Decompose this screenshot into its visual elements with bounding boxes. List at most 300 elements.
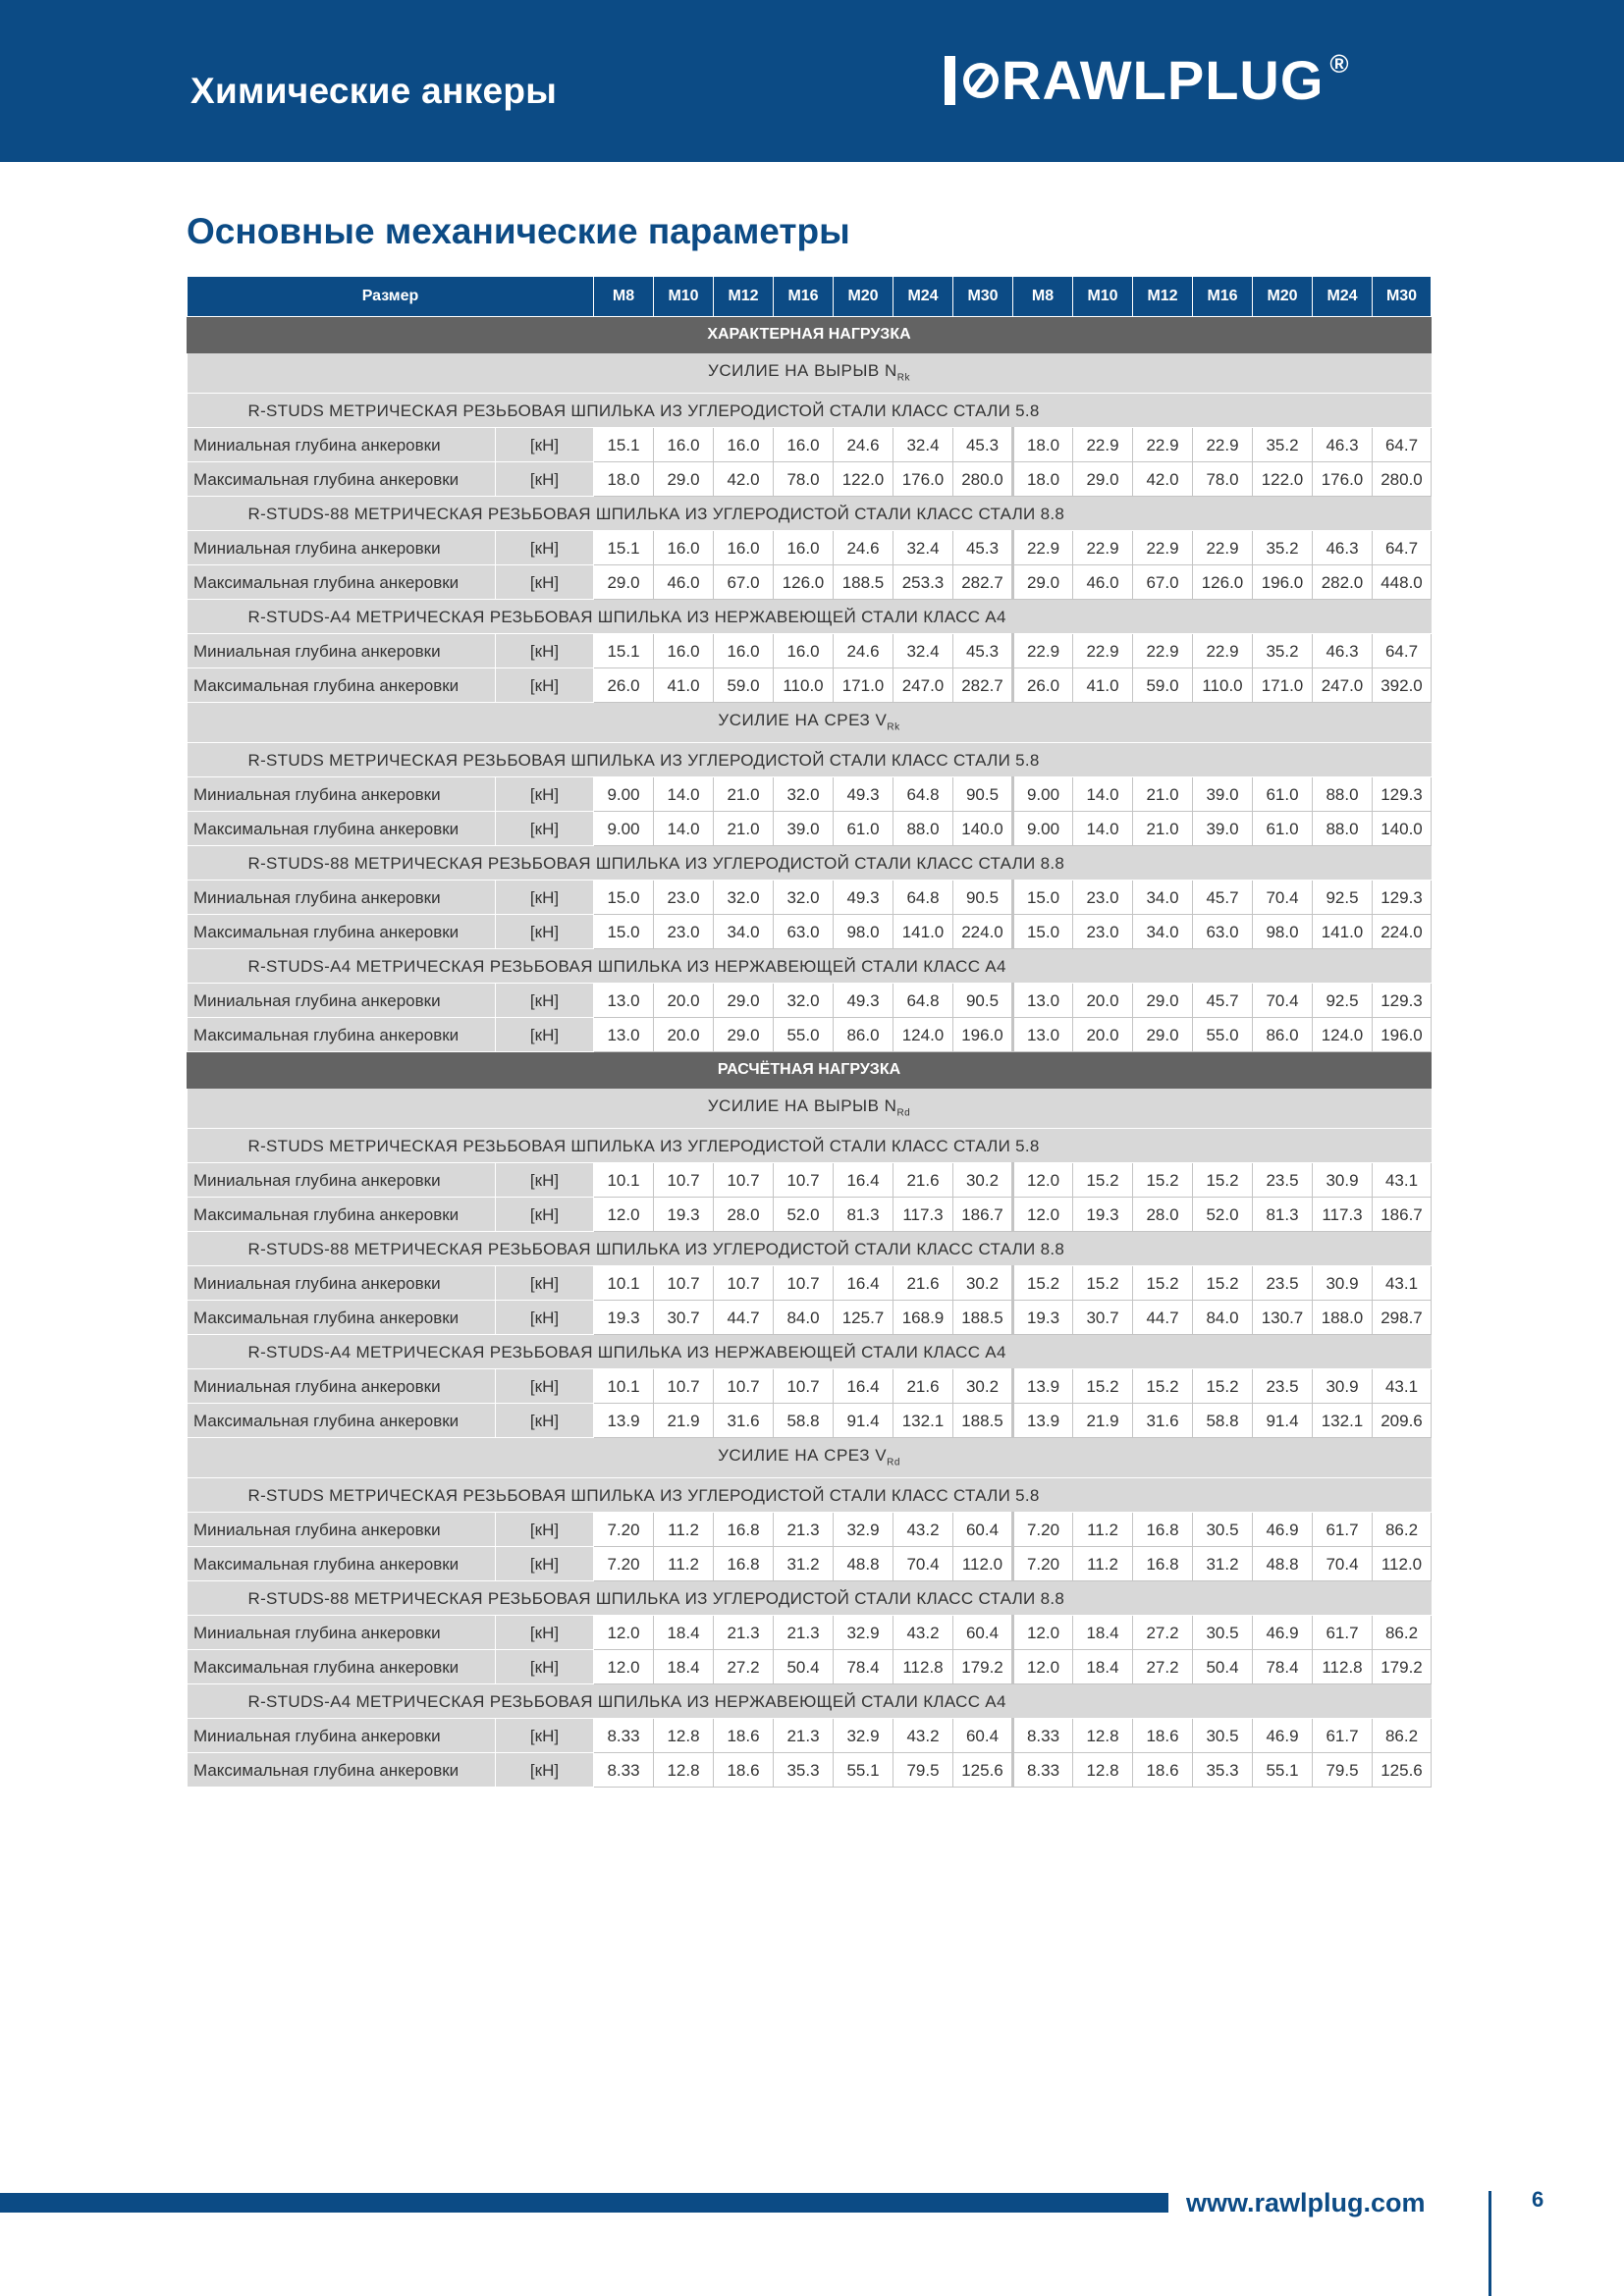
- value-cell: 27.2: [714, 1650, 774, 1684]
- unit-cell: [кН]: [496, 984, 594, 1018]
- value-cell: 16.4: [834, 1369, 893, 1404]
- size-column-header: M16: [1193, 277, 1253, 317]
- value-cell: 31.6: [714, 1404, 774, 1438]
- value-cell: 30.9: [1313, 1266, 1373, 1301]
- row-label: Миниальная глубина анкеровки: [188, 777, 496, 812]
- value-cell: 23.0: [654, 915, 714, 949]
- value-cell: 196.0: [1373, 1018, 1432, 1052]
- value-cell: 32.9: [834, 1616, 893, 1650]
- size-header: Размер: [188, 277, 594, 317]
- value-cell: 78.4: [834, 1650, 893, 1684]
- value-cell: 16.0: [714, 428, 774, 462]
- table-row: [188, 1650, 1432, 1684]
- value-cell: 8.33: [1013, 1753, 1073, 1788]
- value-cell: 16.8: [714, 1547, 774, 1581]
- value-cell: 30.9: [1313, 1163, 1373, 1198]
- value-cell: 30.2: [953, 1369, 1013, 1404]
- product-row: [188, 1232, 1432, 1266]
- value-cell: 20.0: [1073, 984, 1133, 1018]
- value-cell: 58.8: [774, 1404, 834, 1438]
- value-cell: 16.4: [834, 1266, 893, 1301]
- value-cell: 22.9: [1133, 531, 1193, 565]
- size-column-header: M30: [953, 277, 1013, 317]
- value-cell: 19.3: [594, 1301, 654, 1335]
- value-cell: 117.3: [893, 1198, 953, 1232]
- value-cell: 61.7: [1313, 1513, 1373, 1547]
- row-label: Миниальная глубина анкеровки: [188, 1163, 496, 1198]
- load-type-cell: [188, 1089, 1432, 1129]
- value-cell: 24.6: [834, 428, 893, 462]
- value-cell: 12.8: [1073, 1753, 1133, 1788]
- row-label: Миниальная глубина анкеровки: [188, 634, 496, 668]
- value-cell: 91.4: [834, 1404, 893, 1438]
- value-cell: 32.0: [774, 984, 834, 1018]
- size-column-header: M10: [1073, 277, 1133, 317]
- value-cell: 84.0: [774, 1301, 834, 1335]
- value-cell: 31.2: [774, 1547, 834, 1581]
- row-label: Миниальная глубина анкеровки: [188, 428, 496, 462]
- value-cell: 31.6: [1133, 1404, 1193, 1438]
- value-cell: 21.3: [774, 1719, 834, 1753]
- footer-divider: [1489, 2191, 1491, 2296]
- value-cell: 15.1: [594, 531, 654, 565]
- value-cell: 10.7: [774, 1266, 834, 1301]
- value-cell: 27.2: [1133, 1616, 1193, 1650]
- product-row: [188, 949, 1432, 984]
- value-cell: 15.2: [1193, 1266, 1253, 1301]
- value-cell: 15.1: [594, 428, 654, 462]
- size-column-header: M20: [834, 277, 893, 317]
- value-cell: 16.0: [774, 531, 834, 565]
- value-cell: 14.0: [1073, 812, 1133, 846]
- value-cell: 90.5: [953, 777, 1013, 812]
- value-cell: 13.9: [594, 1404, 654, 1438]
- value-cell: 15.2: [1193, 1369, 1253, 1404]
- value-cell: 132.1: [893, 1404, 953, 1438]
- value-cell: 55.1: [834, 1753, 893, 1788]
- unit-cell: [кН]: [496, 1301, 594, 1335]
- value-cell: 16.0: [714, 531, 774, 565]
- unit-cell: [кН]: [496, 1018, 594, 1052]
- value-cell: 12.8: [1073, 1719, 1133, 1753]
- row-label: Максимальная глубина анкеровки: [188, 1018, 496, 1052]
- value-cell: 43.1: [1373, 1163, 1432, 1198]
- value-cell: 10.7: [654, 1163, 714, 1198]
- product-name: R-STUDS МЕТРИЧЕСКАЯ РЕЗЬБОВАЯ ШПИЛЬКА ИЗ УГЛЕРОДИСТОЙ СТАЛИ КЛАСС СТАЛИ 5.8: [188, 1129, 1432, 1163]
- size-column-header: M8: [594, 277, 654, 317]
- value-cell: 63.0: [1193, 915, 1253, 949]
- product-name: R-STUDS-A4 МЕТРИЧЕСКАЯ РЕЗЬБОВАЯ ШПИЛЬКА ИЗ НЕРЖАВЕЮЩЕЙ СТАЛИ КЛАСС А4: [188, 600, 1432, 634]
- value-cell: 224.0: [953, 915, 1013, 949]
- value-cell: 12.0: [1013, 1198, 1073, 1232]
- row-label: Миниальная глубина анкеровки: [188, 984, 496, 1018]
- value-cell: 13.0: [594, 984, 654, 1018]
- value-cell: 15.0: [1013, 915, 1073, 949]
- value-cell: 10.7: [714, 1163, 774, 1198]
- product-name: R-STUDS МЕТРИЧЕСКАЯ РЕЗЬБОВАЯ ШПИЛЬКА ИЗ УГЛЕРОДИСТОЙ СТАЛИ КЛАСС СТАЛИ 5.8: [188, 394, 1432, 428]
- value-cell: 23.0: [654, 881, 714, 915]
- value-cell: 30.5: [1193, 1616, 1253, 1650]
- value-cell: 29.0: [1013, 565, 1073, 600]
- value-cell: 30.5: [1193, 1513, 1253, 1547]
- value-cell: 22.9: [1193, 531, 1253, 565]
- value-cell: 12.0: [594, 1616, 654, 1650]
- value-cell: 63.0: [774, 915, 834, 949]
- value-cell: 15.2: [1073, 1369, 1133, 1404]
- value-cell: 282.7: [953, 668, 1013, 703]
- value-cell: 20.0: [654, 984, 714, 1018]
- load-type-subscript: Rk: [887, 721, 900, 733]
- value-cell: 44.7: [1133, 1301, 1193, 1335]
- value-cell: 10.7: [654, 1266, 714, 1301]
- value-cell: 61.0: [1253, 777, 1313, 812]
- product-name: R-STUDS-88 МЕТРИЧЕСКАЯ РЕЗЬБОВАЯ ШПИЛЬКА ИЗ УГЛЕРОДИСТОЙ СТАЛИ КЛАСС СТАЛИ 8.8: [188, 846, 1432, 881]
- value-cell: 86.0: [834, 1018, 893, 1052]
- value-cell: 67.0: [714, 565, 774, 600]
- value-cell: 21.6: [893, 1266, 953, 1301]
- value-cell: 78.4: [1253, 1650, 1313, 1684]
- value-cell: 11.2: [654, 1547, 714, 1581]
- value-cell: 16.0: [714, 634, 774, 668]
- value-cell: 49.3: [834, 984, 893, 1018]
- value-cell: 18.6: [1133, 1753, 1193, 1788]
- section-title: РАСЧЁТНАЯ НАГРУЗКА: [188, 1052, 1432, 1089]
- value-cell: 9.00: [594, 777, 654, 812]
- value-cell: 16.0: [654, 531, 714, 565]
- value-cell: 298.7: [1373, 1301, 1432, 1335]
- unit-cell: [кН]: [496, 915, 594, 949]
- load-type-cell: [188, 353, 1432, 394]
- product-name: R-STUDS-88 МЕТРИЧЕСКАЯ РЕЗЬБОВАЯ ШПИЛЬКА ИЗ УГЛЕРОДИСТОЙ СТАЛИ КЛАСС СТАЛИ 8.8: [188, 1232, 1432, 1266]
- value-cell: 52.0: [774, 1198, 834, 1232]
- value-cell: 15.0: [594, 915, 654, 949]
- value-cell: 30.5: [1193, 1719, 1253, 1753]
- value-cell: 124.0: [1313, 1018, 1373, 1052]
- value-cell: 22.9: [1073, 428, 1133, 462]
- value-cell: 21.9: [654, 1404, 714, 1438]
- value-cell: 88.0: [1313, 777, 1373, 812]
- value-cell: 196.0: [1253, 565, 1313, 600]
- value-cell: 46.0: [654, 565, 714, 600]
- load-type-subscript: Rk: [896, 372, 910, 384]
- value-cell: 92.5: [1313, 984, 1373, 1018]
- value-cell: 20.0: [1073, 1018, 1133, 1052]
- value-cell: 15.0: [1013, 881, 1073, 915]
- value-cell: 35.3: [774, 1753, 834, 1788]
- value-cell: 61.0: [834, 812, 893, 846]
- value-cell: 21.6: [893, 1163, 953, 1198]
- value-cell: 15.2: [1073, 1163, 1133, 1198]
- value-cell: 32.4: [893, 428, 953, 462]
- footer-website-link[interactable]: www.rawlplug.com: [1186, 2188, 1426, 2217]
- value-cell: 10.7: [774, 1369, 834, 1404]
- value-cell: 64.8: [893, 777, 953, 812]
- table-row: [188, 1198, 1432, 1232]
- load-type-label: УСИЛИЕ НА СРЕЗ V: [718, 711, 888, 730]
- unit-cell: [кН]: [496, 1650, 594, 1684]
- product-row: [188, 1335, 1432, 1369]
- value-cell: 15.1: [594, 634, 654, 668]
- row-label: Максимальная глубина анкеровки: [188, 462, 496, 497]
- value-cell: 176.0: [1313, 462, 1373, 497]
- table-row: [188, 668, 1432, 703]
- value-cell: 42.0: [1133, 462, 1193, 497]
- value-cell: 29.0: [1133, 984, 1193, 1018]
- product-name: R-STUDS-A4 МЕТРИЧЕСКАЯ РЕЗЬБОВАЯ ШПИЛЬКА ИЗ НЕРЖАВЕЮЩЕЙ СТАЛИ КЛАСС А4: [188, 1335, 1432, 1369]
- value-cell: 22.9: [1133, 428, 1193, 462]
- value-cell: 16.8: [714, 1513, 774, 1547]
- value-cell: 209.6: [1373, 1404, 1432, 1438]
- value-cell: 61.0: [1253, 812, 1313, 846]
- value-cell: 179.2: [953, 1650, 1013, 1684]
- value-cell: 22.9: [1073, 634, 1133, 668]
- table-row: [188, 1547, 1432, 1581]
- value-cell: 21.9: [1073, 1404, 1133, 1438]
- product-name: R-STUDS-A4 МЕТРИЧЕСКАЯ РЕЗЬБОВАЯ ШПИЛЬКА ИЗ НЕРЖАВЕЮЩЕЙ СТАЛИ КЛАСС А4: [188, 949, 1432, 984]
- load-type-label: УСИЛИЕ НА СРЕЗ V: [718, 1446, 888, 1466]
- value-cell: 20.0: [654, 1018, 714, 1052]
- table-row: [188, 915, 1432, 949]
- value-cell: 10.7: [714, 1266, 774, 1301]
- value-cell: 12.0: [1013, 1616, 1073, 1650]
- value-cell: 8.33: [1013, 1719, 1073, 1753]
- value-cell: 43.1: [1373, 1369, 1432, 1404]
- row-label: Миниальная глубина анкеровки: [188, 1266, 496, 1301]
- unit-cell: [кН]: [496, 1616, 594, 1650]
- product-row: [188, 497, 1432, 531]
- value-cell: 188.5: [953, 1301, 1013, 1335]
- load-type-cell: [188, 1438, 1432, 1478]
- value-cell: 32.0: [714, 881, 774, 915]
- value-cell: 29.0: [714, 984, 774, 1018]
- page-header: [0, 0, 1624, 162]
- rawlplug-logo-icon: [945, 54, 1000, 107]
- value-cell: 282.7: [953, 565, 1013, 600]
- value-cell: 81.3: [1253, 1198, 1313, 1232]
- value-cell: 32.9: [834, 1513, 893, 1547]
- value-cell: 46.0: [1073, 565, 1133, 600]
- value-cell: 18.0: [1013, 428, 1073, 462]
- section-title: ХАРАКТЕРНАЯ НАГРУЗКА: [188, 317, 1432, 353]
- value-cell: 171.0: [834, 668, 893, 703]
- value-cell: 45.3: [953, 428, 1013, 462]
- value-cell: 32.4: [893, 634, 953, 668]
- value-cell: 90.5: [953, 881, 1013, 915]
- table-row: [188, 531, 1432, 565]
- value-cell: 9.00: [1013, 777, 1073, 812]
- value-cell: 29.0: [1133, 1018, 1193, 1052]
- value-cell: 46.3: [1313, 634, 1373, 668]
- value-cell: 122.0: [834, 462, 893, 497]
- value-cell: 132.1: [1313, 1404, 1373, 1438]
- value-cell: 15.2: [1133, 1163, 1193, 1198]
- value-cell: 30.7: [654, 1301, 714, 1335]
- value-cell: 21.0: [1133, 777, 1193, 812]
- product-name: R-STUDS МЕТРИЧЕСКАЯ РЕЗЬБОВАЯ ШПИЛЬКА ИЗ УГЛЕРОДИСТОЙ СТАЛИ КЛАСС СТАЛИ 5.8: [188, 1478, 1432, 1513]
- value-cell: 126.0: [1193, 565, 1253, 600]
- load-type-cell: [188, 703, 1432, 743]
- size-column-header: M12: [1133, 277, 1193, 317]
- value-cell: 22.9: [1133, 634, 1193, 668]
- value-cell: 98.0: [1253, 915, 1313, 949]
- value-cell: 90.5: [953, 984, 1013, 1018]
- header-title: Химические анкеры: [190, 71, 558, 111]
- value-cell: 30.2: [953, 1266, 1013, 1301]
- value-cell: 24.6: [834, 531, 893, 565]
- value-cell: 13.9: [1013, 1404, 1073, 1438]
- section-header-row: [188, 1052, 1432, 1089]
- value-cell: 61.7: [1313, 1616, 1373, 1650]
- row-label: Максимальная глубина анкеровки: [188, 1547, 496, 1581]
- product-name: R-STUDS-A4 МЕТРИЧЕСКАЯ РЕЗЬБОВАЯ ШПИЛЬКА ИЗ НЕРЖАВЕЮЩЕЙ СТАЛИ КЛАСС А4: [188, 1684, 1432, 1719]
- product-row: [188, 1581, 1432, 1616]
- value-cell: 21.6: [893, 1369, 953, 1404]
- value-cell: 253.3: [893, 565, 953, 600]
- table-row: [188, 1018, 1432, 1052]
- value-cell: 60.4: [953, 1616, 1013, 1650]
- value-cell: 61.7: [1313, 1719, 1373, 1753]
- value-cell: 124.0: [893, 1018, 953, 1052]
- row-label: Максимальная глубина анкеровки: [188, 1198, 496, 1232]
- registered-mark: ®: [1329, 49, 1349, 79]
- unit-cell: [кН]: [496, 777, 594, 812]
- value-cell: 50.4: [774, 1650, 834, 1684]
- value-cell: 18.4: [1073, 1616, 1133, 1650]
- value-cell: 21.3: [774, 1616, 834, 1650]
- value-cell: 23.5: [1253, 1266, 1313, 1301]
- value-cell: 12.0: [594, 1650, 654, 1684]
- unit-cell: [кН]: [496, 565, 594, 600]
- load-type-row: [188, 353, 1432, 394]
- value-cell: 23.0: [1073, 881, 1133, 915]
- value-cell: 35.2: [1253, 428, 1313, 462]
- value-cell: 28.0: [714, 1198, 774, 1232]
- size-column-header: M30: [1373, 277, 1432, 317]
- table-row: [188, 1266, 1432, 1301]
- value-cell: 32.9: [834, 1719, 893, 1753]
- value-cell: 9.00: [1013, 812, 1073, 846]
- load-type-row: [188, 1089, 1432, 1129]
- value-cell: 48.8: [1253, 1547, 1313, 1581]
- unit-cell: [кН]: [496, 881, 594, 915]
- value-cell: 46.9: [1253, 1513, 1313, 1547]
- unit-cell: [кН]: [496, 812, 594, 846]
- value-cell: 13.0: [1013, 984, 1073, 1018]
- value-cell: 30.7: [1073, 1301, 1133, 1335]
- row-label: Миниальная глубина анкеровки: [188, 1369, 496, 1404]
- unit-cell: [кН]: [496, 1547, 594, 1581]
- product-row: [188, 394, 1432, 428]
- value-cell: 16.8: [1133, 1513, 1193, 1547]
- product-name: R-STUDS-88 МЕТРИЧЕСКАЯ РЕЗЬБОВАЯ ШПИЛЬКА ИЗ УГЛЕРОДИСТОЙ СТАЛИ КЛАСС СТАЛИ 8.8: [188, 497, 1432, 531]
- load-type-subscript: Rd: [887, 1457, 900, 1468]
- value-cell: 43.2: [893, 1616, 953, 1650]
- value-cell: 14.0: [654, 812, 714, 846]
- value-cell: 78.0: [774, 462, 834, 497]
- value-cell: 110.0: [774, 668, 834, 703]
- value-cell: 86.2: [1373, 1513, 1432, 1547]
- table-row: [188, 1301, 1432, 1335]
- value-cell: 64.7: [1373, 634, 1432, 668]
- value-cell: 39.0: [1193, 812, 1253, 846]
- unit-cell: [кН]: [496, 1719, 594, 1753]
- value-cell: 125.7: [834, 1301, 893, 1335]
- table-row: [188, 1404, 1432, 1438]
- row-label: Миниальная глубина анкеровки: [188, 1513, 496, 1547]
- value-cell: 28.0: [1133, 1198, 1193, 1232]
- table-row: [188, 1513, 1432, 1547]
- value-cell: 49.3: [834, 881, 893, 915]
- value-cell: 59.0: [1133, 668, 1193, 703]
- value-cell: 247.0: [1313, 668, 1373, 703]
- row-label: Миниальная глубина анкеровки: [188, 881, 496, 915]
- table-row: [188, 634, 1432, 668]
- value-cell: 7.20: [1013, 1513, 1073, 1547]
- table-row: [188, 1753, 1432, 1788]
- value-cell: 32.4: [893, 531, 953, 565]
- value-cell: 23.5: [1253, 1163, 1313, 1198]
- value-cell: 11.2: [1073, 1547, 1133, 1581]
- value-cell: 64.7: [1373, 531, 1432, 565]
- value-cell: 10.7: [654, 1369, 714, 1404]
- value-cell: 50.4: [1193, 1650, 1253, 1684]
- value-cell: 141.0: [1313, 915, 1373, 949]
- unit-cell: [кН]: [496, 1163, 594, 1198]
- value-cell: 16.0: [654, 634, 714, 668]
- value-cell: 9.00: [594, 812, 654, 846]
- value-cell: 7.20: [594, 1513, 654, 1547]
- unit-cell: [кН]: [496, 1369, 594, 1404]
- row-label: Миниальная глубина анкеровки: [188, 1719, 496, 1753]
- value-cell: 41.0: [654, 668, 714, 703]
- brand-name: RAWLPLUG: [1001, 49, 1325, 111]
- value-cell: 92.5: [1313, 881, 1373, 915]
- load-type-row: [188, 1438, 1432, 1478]
- table-row: [188, 1616, 1432, 1650]
- size-column-header: M24: [893, 277, 953, 317]
- value-cell: 35.3: [1193, 1753, 1253, 1788]
- value-cell: 15.0: [594, 881, 654, 915]
- value-cell: 29.0: [1073, 462, 1133, 497]
- size-column-header: M20: [1253, 277, 1313, 317]
- value-cell: 45.7: [1193, 881, 1253, 915]
- value-cell: 13.0: [594, 1018, 654, 1052]
- value-cell: 13.9: [1013, 1369, 1073, 1404]
- value-cell: 280.0: [1373, 462, 1432, 497]
- value-cell: 188.0: [1313, 1301, 1373, 1335]
- load-type-subscript: Rd: [896, 1107, 911, 1119]
- row-label: Максимальная глубина анкеровки: [188, 915, 496, 949]
- load-type-row: [188, 703, 1432, 743]
- value-cell: 15.2: [1073, 1266, 1133, 1301]
- row-label: Миниальная глубина анкеровки: [188, 531, 496, 565]
- value-cell: 44.7: [714, 1301, 774, 1335]
- value-cell: 126.0: [774, 565, 834, 600]
- value-cell: 16.8: [1133, 1547, 1193, 1581]
- value-cell: 78.0: [1193, 462, 1253, 497]
- value-cell: 18.6: [1133, 1719, 1193, 1753]
- value-cell: 52.0: [1193, 1198, 1253, 1232]
- value-cell: 22.9: [1013, 531, 1073, 565]
- value-cell: 18.4: [654, 1650, 714, 1684]
- value-cell: 35.2: [1253, 634, 1313, 668]
- value-cell: 86.2: [1373, 1719, 1432, 1753]
- value-cell: 21.0: [714, 812, 774, 846]
- size-column-header: M10: [654, 277, 714, 317]
- value-cell: 55.0: [774, 1018, 834, 1052]
- row-label: Максимальная глубина анкеровки: [188, 1301, 496, 1335]
- value-cell: 112.8: [893, 1650, 953, 1684]
